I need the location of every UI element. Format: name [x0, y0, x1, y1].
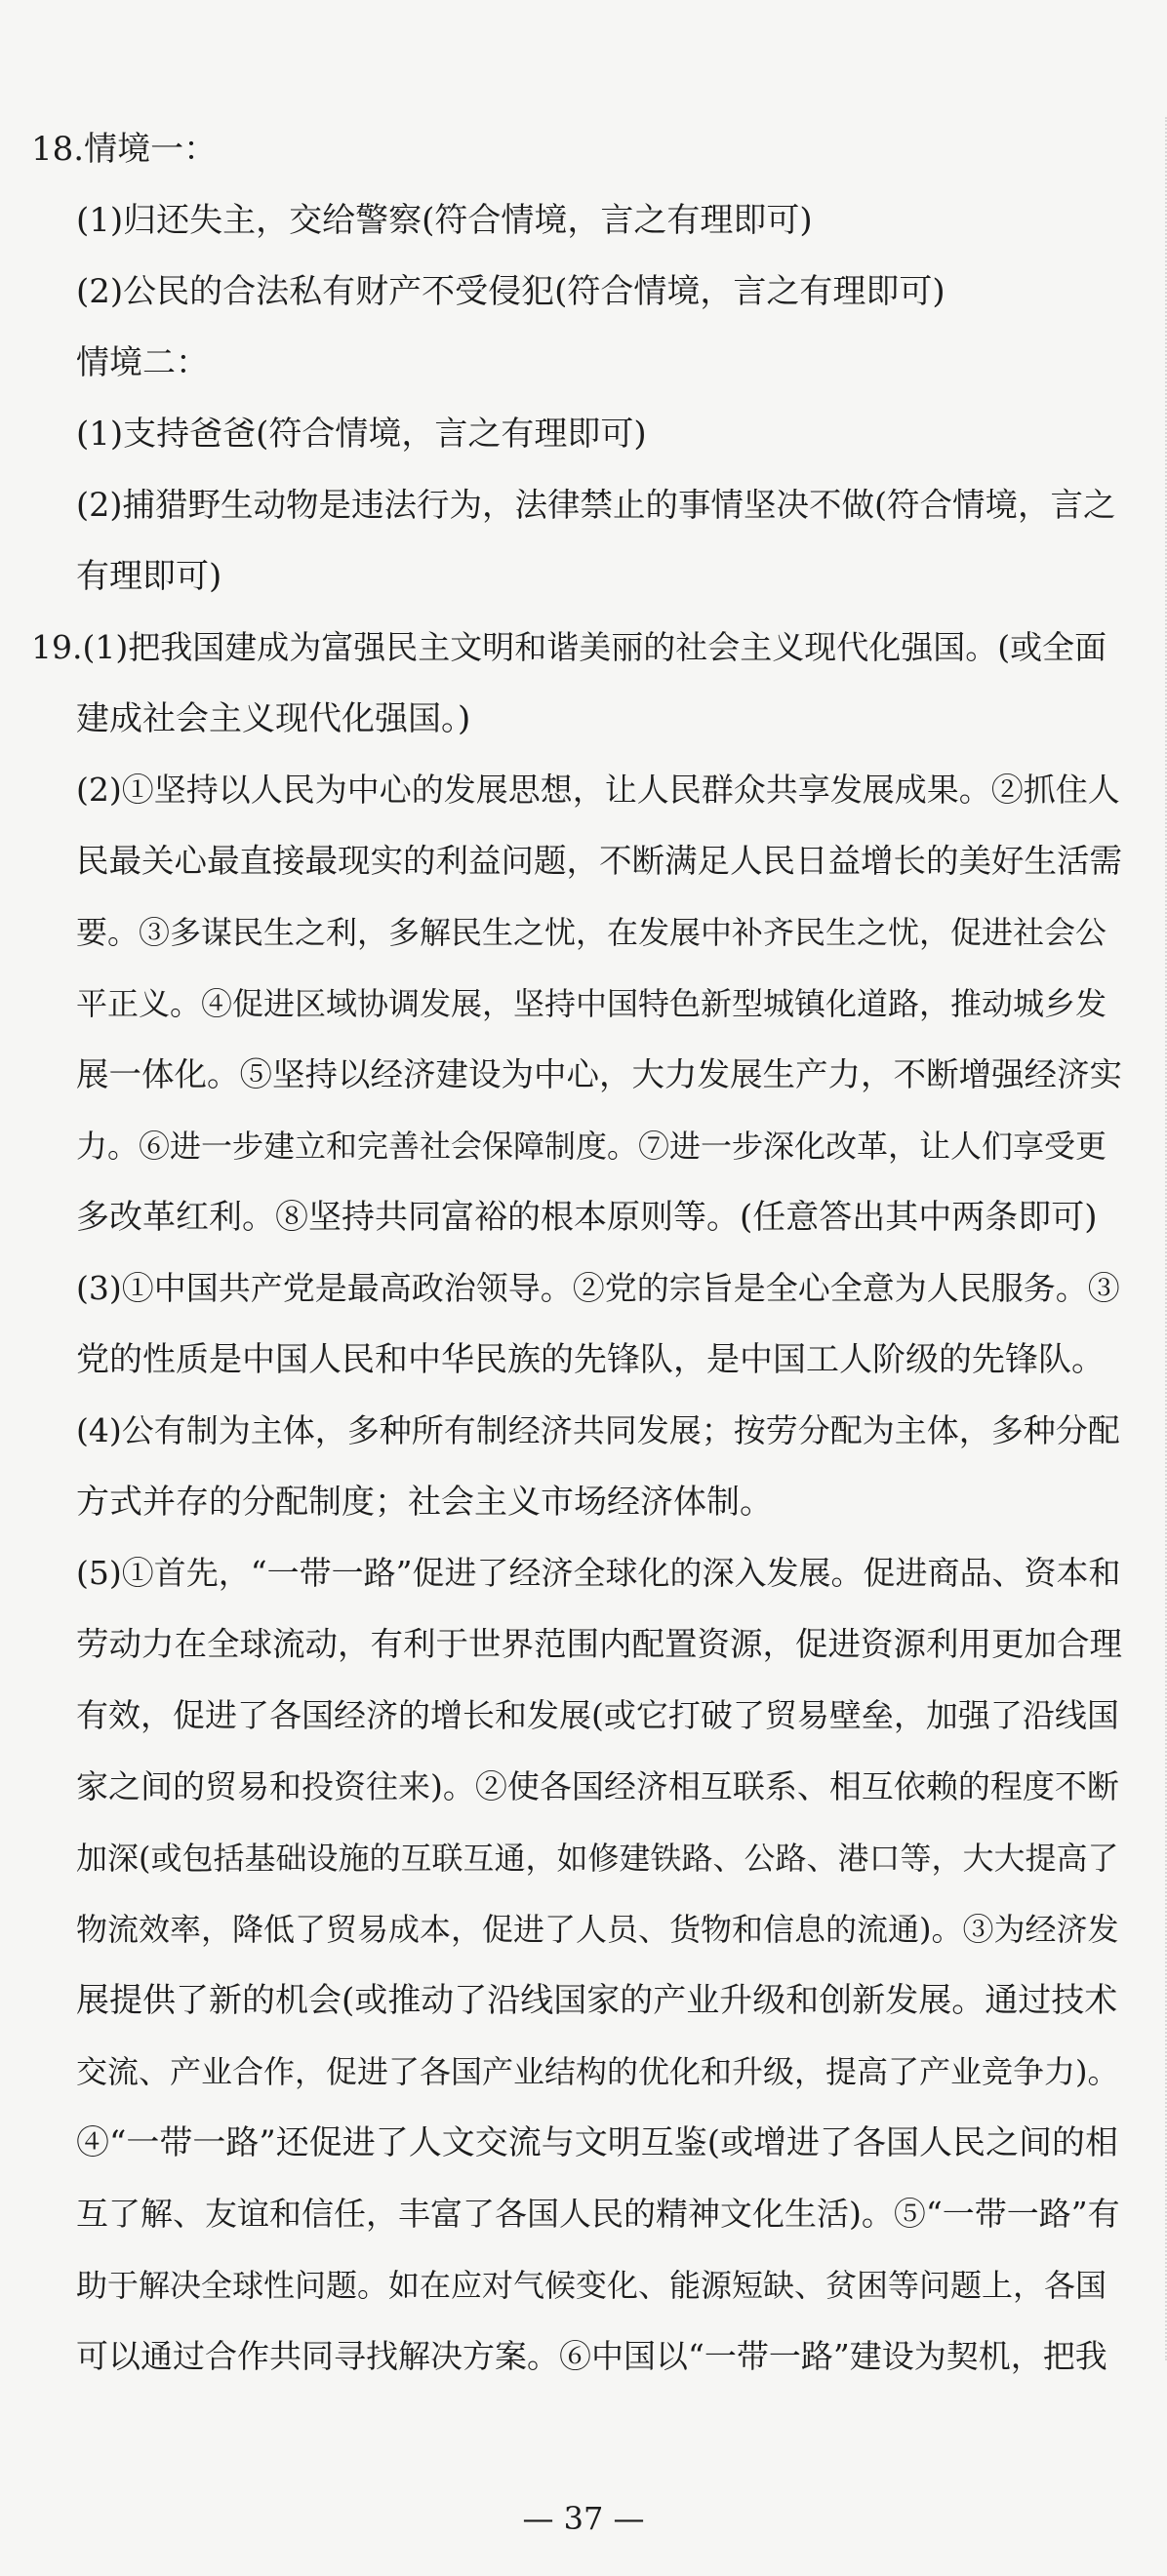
- q18-s1-answer-1: (1)归还失主，交给警察(符合情境，言之有理即可): [76, 201, 813, 240]
- q19-part-5-line-2: 劳动力在全球流动，有利于世界范围内配置资源，促进资源利用更加合理: [76, 1625, 1122, 1663]
- q19-part-5-line-5: 加深(或包括基础设施的互联互通，如修建铁路、公路、港口等，大大提高了: [76, 1840, 1119, 1877]
- q19-part-3-line-2: 党的性质是中国人民和中华民族的先锋队，是中国工人阶级的先锋队。: [76, 1340, 1105, 1379]
- q19-part-5-line-10: 互了解、友谊和信任，丰富了各国人民的精神文化生活)。⑤“一带一路”有: [76, 2195, 1120, 2233]
- q19-part-5-line-4: 家之间的贸易和投资往来)。②使各国经济相互联系、相互依赖的程度不断: [76, 1767, 1119, 1805]
- q19-part-5-line-1: (5)①首先，“一带一路”促进了经济全球化的深入发展。促进商品、资本和: [76, 1554, 1121, 1592]
- q19-part-2-line-6: 力。⑥进一步建立和完善社会保障制度。⑦进一步深化改革，让人们享受更: [76, 1128, 1107, 1165]
- q19-part-5-line-9: ④“一带一路”还促进了人文交流与文明互鉴(或增进了各国人民之间的相: [76, 2123, 1119, 2162]
- q19-part-2-line-7: 多改革红利。⑧坚持共同富裕的根本原则等。(任意答出其中两条即可): [76, 1198, 1098, 1237]
- q18-s1-answer-2: (2)公民的合法私有财产不受侵犯(符合情境，言之有理即可): [76, 272, 946, 311]
- q18-heading: 18.情境一：: [31, 130, 218, 169]
- q18-scenario-2-heading: 情境二：: [76, 343, 209, 382]
- q19-part-2-line-4: 平正义。④促进区域协调发展，坚持中国特色新型城镇化道路，推动城乡发: [76, 985, 1107, 1022]
- q19-part-2-line-2: 民最关心最直接最现实的利益问题，不断满足人民日益增长的美好生活需: [76, 842, 1122, 880]
- q19-part-1-cont: 建成社会主义现代化强国。): [76, 699, 471, 738]
- q19-part-2-line-3: 要。③多谋民生之利，多解民生之忧，在发展中补齐民生之忧，促进社会公: [76, 914, 1107, 951]
- q18-s2-answer-2: (2)捕猎野生动物是违法行为，法律禁止的事情坚决不做(符合情境，言之: [76, 486, 1116, 524]
- q19-part-5-line-3: 有效，促进了各国经济的增长和发展(或它打破了贸易壁垒，加强了沿线国: [76, 1696, 1119, 1734]
- page-number: — 37 —: [522, 2500, 645, 2537]
- q19-part-5-line-12: 可以通过合作共同寻找解决方案。⑥中国以“一带一路”建设为契机，把我: [76, 2337, 1107, 2375]
- page-edge-marks: [1157, 117, 1167, 2360]
- q18-s2-answer-1: (1)支持爸爸(符合情境，言之有理即可): [76, 415, 647, 454]
- q19-part-5-line-6: 物流效率，降低了贸易成本，促进了人员、货物和信息的流通)。③为经济发: [76, 1911, 1119, 1948]
- q19-part-4-line-2: 方式并存的分配制度；社会主义市场经济体制。: [76, 1483, 773, 1522]
- q19-part-1: 19.(1)把我国建成为富强民主文明和谐美丽的社会主义现代化强国。(或全面: [31, 628, 1107, 666]
- q19-part-5-line-7: 展提供了新的机会(或推动了沿线国家的产业升级和创新发展。通过技术: [76, 1981, 1118, 2020]
- q19-part-5-line-11: 助于解决全球性问题。如在应对气候变化、能源短缺、贫困等问题上，各国: [76, 2267, 1107, 2304]
- q19-part-4-line-1: (4)公有制为主体，多种所有制经济共同发展；按劳分配为主体，多种分配: [76, 1411, 1120, 1449]
- q19-part-2-line-1: (2)①坚持以人民为中心的发展思想，让人民群众共享发展成果。②抓住人: [76, 771, 1120, 809]
- q19-part-3-line-1: (3)①中国共产党是最高政治领导。②党的宗旨是全心全意为人民服务。③: [76, 1269, 1120, 1307]
- q19-part-5-line-8: 交流、产业合作，促进了各国产业结构的优化和升级，提高了产业竞争力)。: [76, 2053, 1119, 2090]
- q19-part-2-line-5: 展一体化。⑤坚持以经济建设为中心，大力发展生产力，不断增强经济实: [76, 1055, 1122, 1093]
- q18-s2-answer-2-cont: 有理即可): [76, 557, 222, 596]
